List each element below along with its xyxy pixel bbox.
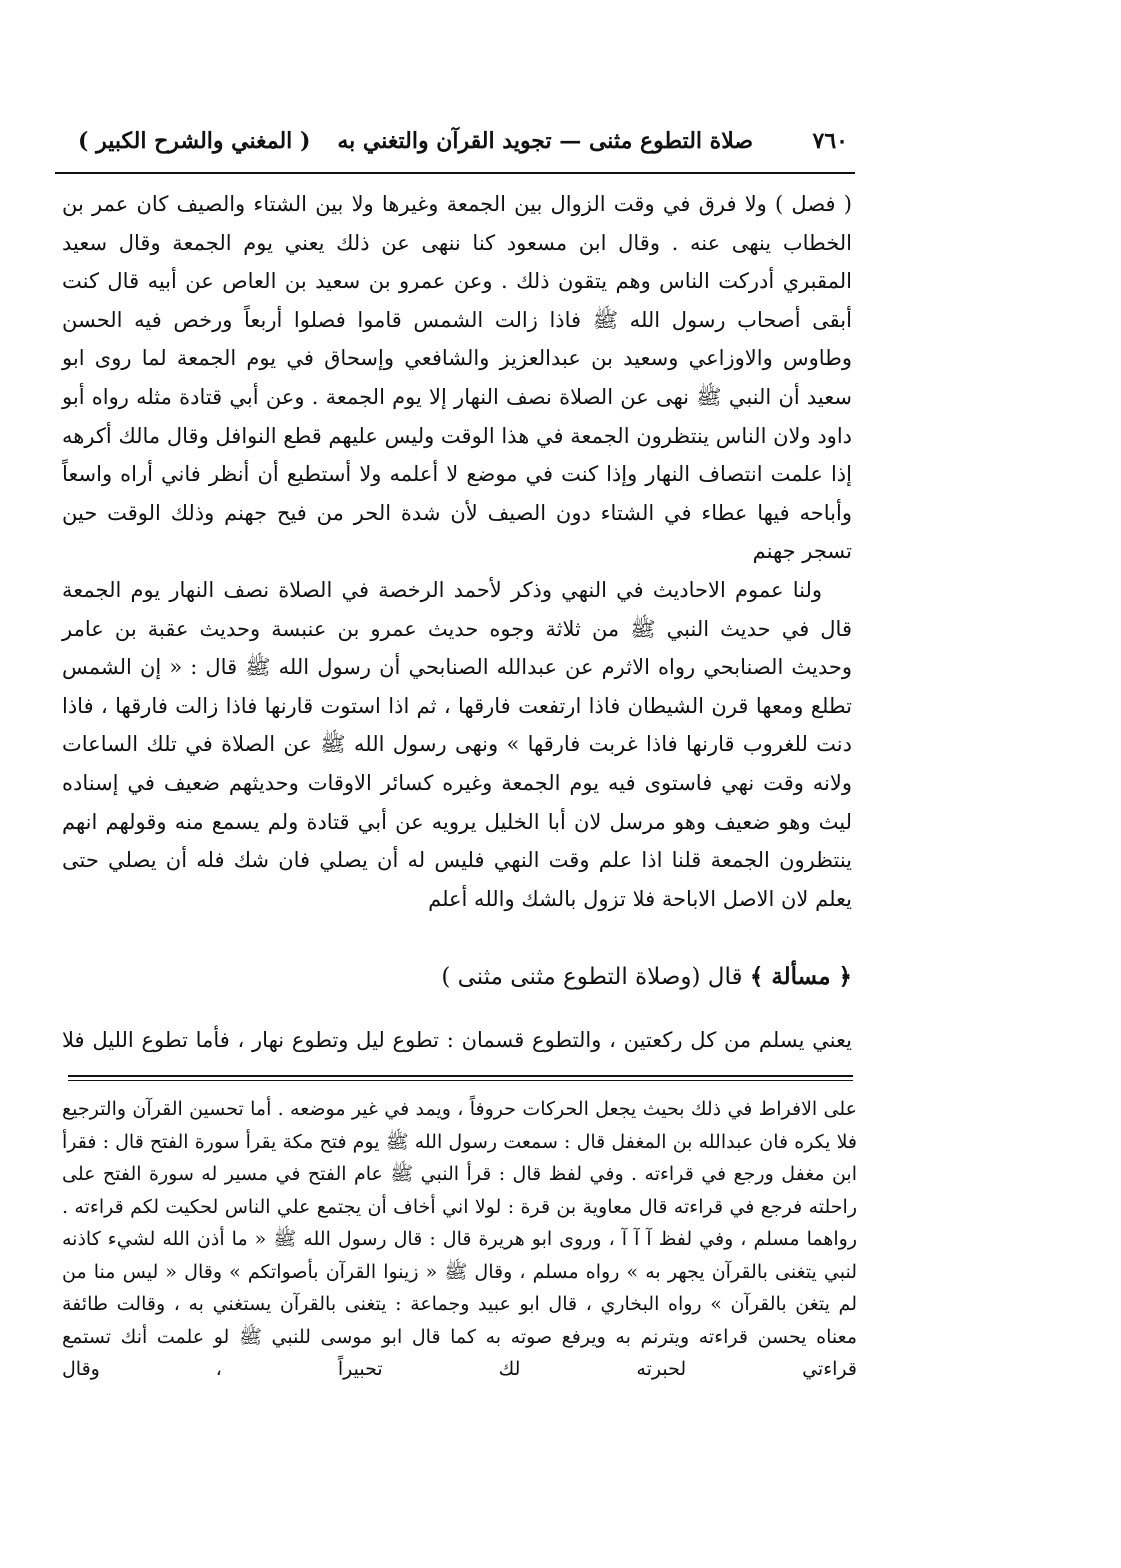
masala-text: يعني يسلم من كل ركعتين ، والتطوع قسمان : تطوع ليل وتطوع نهار ، فأما تطوع الليل فلا — [62, 1028, 852, 1052]
footnote-text: على الافراط في ذلك بحيث يجعل الحركات حروفاً ، ويمد في غير موضعه . أما تحسين القرآن والترجيع فلا يكره فان عبدالله بن المغفل قال : سمعت رسول الله ﷺ يوم فتح مكة يقرأ سورة الفتح قال : فقرأ ابن مغفل ورجع في قراءته . وفي لفظ قال : قرأ النبي ﷺ عام الفتح في مسير له سورة الفتح على راحلته فرجع في قراءته قال معاوية بن قرة : لولا اني أخاف أن يجتمع علي الناس لحكيت لكم قراءته . رواهما مسلم ، وفي لفظ آ آ آ ، وروى ابو هريرة قال : قال رسول الله ﷺ « ما أذن الله لشيء كاذنه لنبي يتغنى بالقرآن يجهر به » رواه مسلم ، وقال ﷺ « زينوا القرآن بأصواتكم » وقال « ليس منا من لم يتغن بالقرآن » رواه البخاري ، قال ابو عبيد وجماعة : يتغنى بالقرآن يستغني به ، وقالت طائفة معناه يحسن قراءته ويترنم به ويرفع صوته به كما قال ابو موسى للنبي ﷺ لو علمت أنك تستمع قراءتي لحبرته لك تحبيراً ، وقال — [62, 1098, 857, 1380]
masala-heading-text: قال (وصلاة التطوع مثنى مثنى ) — [441, 964, 743, 990]
masala-heading — [62, 957, 852, 997]
footnote-divider-thin — [68, 1080, 853, 1081]
paragraph-fasl: ( فصل ) ولا فرق في وقت الزوال بين الجمعة وغيرها ولا بين الشتاء والصيف كان عمر بن الخطاب ينهى عنه . وقال ابن مسعود كنا ننهى عن ذلك يعني يوم الجمعة وقال سعيد المقبري أدركت الناس وهم يتقون ذلك . وعن عمرو بن سعيد بن العاص عن أبيه قال كنت أبقى أصحاب رسول الله ﷺ فاذا زالت الشمس قاموا فصلوا أربعاً ورخص فيه الحسن وطاوس والاوزاعي وسعيد بن عبدالعزيز والشافعي وإسحاق في يوم الجمعة لما روى ابو سعيد أن النبي ﷺ نهى عن الصلاة نصف النهار إلا يوم الجمعة . وعن أبي قتادة مثله رواه أبو داود ولان الناس ينتظرون الجمعة في هذا الوقت وليس عليهم قطع النوافل وقال مالك أكرهه إذا علمت انتصاف النهار وإذا كنت في موضع لا أعلمه ولا أستطيع أن أنظر فاني أراه واسعاً وأباحه فيها عطاء في الشتاء دون الصيف لأن شدة الحر من فيح جهنم وذلك الوقت حين تسجر جهنم — [62, 192, 852, 564]
page-number: ٧٦٠ — [812, 128, 848, 154]
header-divider — [55, 172, 855, 174]
running-title: صلاة التطوع مثنى — تجويد القرآن والتغني به — [337, 128, 753, 154]
masala-marker: ﴿ مسألة ﴾ — [749, 963, 852, 990]
footnote-divider — [68, 1075, 853, 1077]
page-header — [78, 128, 848, 168]
book-title: ( المغني والشرح الكبير ) — [78, 128, 311, 154]
paragraph-wa-lana: ولنا عموم الاحاديث في النهي وذكر لأحمد الرخصة في الصلاة نصف النهار يوم الجمعة قال في حديث النبي ﷺ من ثلاثة وجوه حديث عمرو بن عنبسة وحديث عقبة بن عامر وحديث الصنابحي رواه الاثرم عن عبدالله الصنابحي أن رسول الله ﷺ قال : « إن الشمس تطلع ومعها قرن الشيطان فاذا ارتفعت فارقها ، ثم اذا استوت قارنها فاذا زالت فارقها ، فاذا دنت للغروب قارنها فاذا غربت فارقها » ونهى رسول الله ﷺ عن الصلاة في تلك الساعات ولانه وقت نهي فاستوى فيه يوم الجمعة وغيره كسائر الاوقات وحديثهم ضعيف في إسناده ليث وهو ضعيف وهو مرسل لان أبا الخليل يرويه عن أبي قتادة ولم يسمع منه وقولهم انهم ينتظرون الجمعة قلنا اذا علم وقت النهي فليس له أن يصلي فان شك فله أن يصلي حتى يعلم لان الاصل الاباحة فلا تزول بالشك والله أعلم — [62, 577, 852, 911]
footnotes — [62, 1093, 857, 1386]
main-body — [62, 185, 852, 918]
